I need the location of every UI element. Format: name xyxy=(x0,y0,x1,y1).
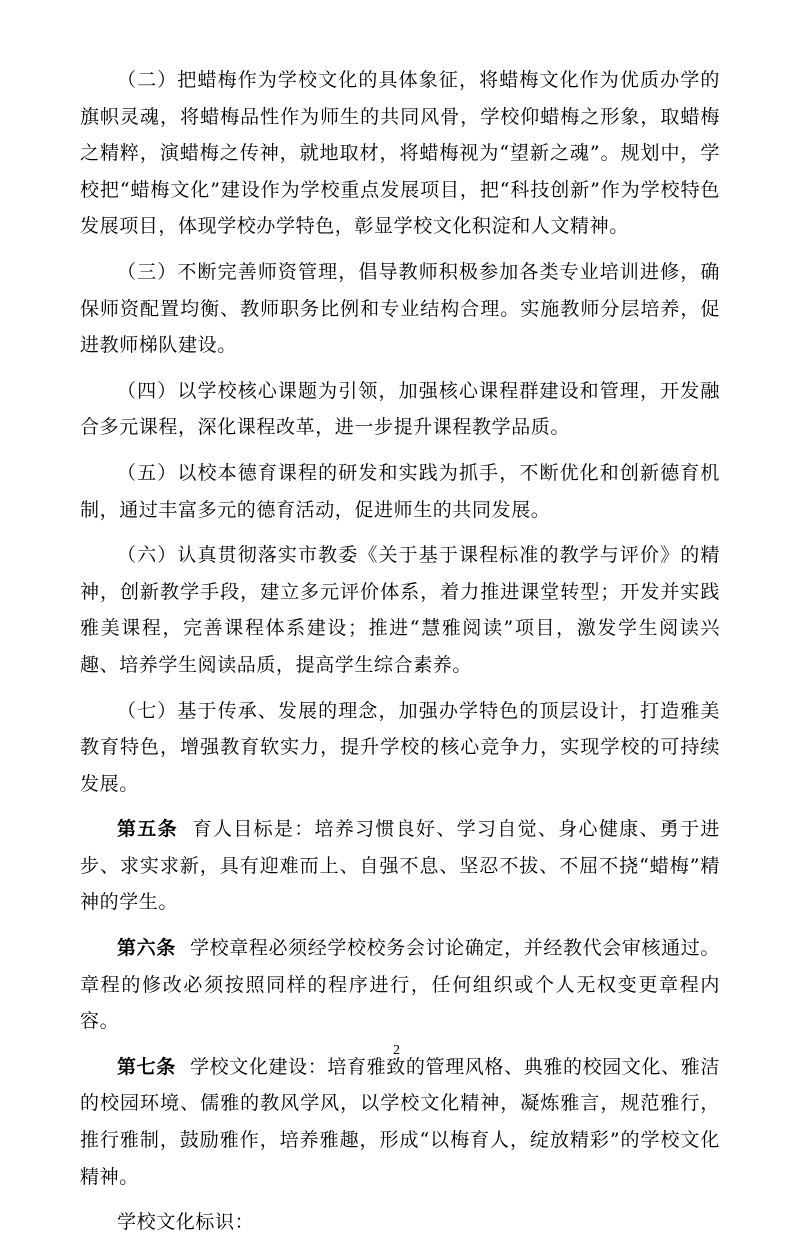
article-text: 学校章程必须经学校校务会讨论确定，并经教代会审核通过。章程的修改必须按照同样的程序进行，任何组织或个人无权变更章程内容。 xyxy=(80,937,720,1033)
paragraph-3 xyxy=(80,254,720,364)
paragraph-text: （五）以校本德育课程的研发和实践为抓手，不断优化和创新德育机制，通过丰富多元的德育活动，促进师生的共同发展。 xyxy=(80,461,720,521)
paragraph-text: （六）认真贯彻落实市教委《关于基于课程标准的教学与评价》的精神，创新教学手段，建立多元评价体系，着力推进课堂转型；开发并实践雅美课程，完善课程体系建设；推进“慧雅阅读”项目，激发学生阅读兴趣、培养学生阅读品质，提高学生综合素养。 xyxy=(80,544,720,676)
paragraph-text: （二）把蜡梅作为学校文化的具体象征，将蜡梅文化作为优质办学的旗帜灵魂，将蜡梅品性作为师生的共同风骨，学校仰蜡梅之形象，取蜡梅之精粹，演蜡梅之传神，就地取材，将蜡梅视为“望新之魂”。规划中，学校把“蜡梅文化”建设作为学校重点发展项目，把“科技创新”作为学校特色发展项目，体现学校办学特色，彰显学校文化积淀和人文精神。 xyxy=(80,69,720,238)
article-5 xyxy=(80,811,720,921)
article-6 xyxy=(80,930,720,1040)
article-7 xyxy=(80,1049,720,1195)
article-label: 第七条 xyxy=(117,1055,176,1078)
paragraph-4 xyxy=(80,373,720,446)
article-text: 学校文化建设：培育雅致的管理风格、典雅的校园文化、雅洁的校园环境、儒雅的教风学风，以学校文化精神，凝炼雅言，规范雅行，推行雅制，鼓励雅作，培养雅趣，形成“以梅育人，绽放精彩”的学校文化精神。 xyxy=(80,1055,720,1188)
paragraph-2 xyxy=(80,62,720,245)
article-text: 育人目标是：培养习惯良好、学习自觉、身心健康、勇于进步、求实求新，具有迎难而上、自强不息、坚忍不拔、不屈不挠“蜡梅”精神的学生。 xyxy=(80,818,720,914)
paragraph-6 xyxy=(80,537,720,683)
page-number: 2 xyxy=(393,1043,400,1058)
paragraph-text: （三）不断完善师资管理，倡导教师积极参加各类专业培训进修，确保师资配置均衡、教师职务比例和专业结构合理。实施教师分层培养，促进教师梯队建设。 xyxy=(80,260,720,357)
paragraph-5 xyxy=(80,455,720,528)
paragraph-7 xyxy=(80,693,720,803)
article-label: 第五条 xyxy=(117,818,178,841)
paragraph-text: （四）以学校核心课题为引领，加强核心课程群建设和管理，开发融合多元课程，深化课程改革，进一步提升课程教学品质。 xyxy=(80,379,720,439)
paragraph-text: 学校文化标识： xyxy=(117,1211,255,1234)
culture-logo-heading xyxy=(80,1204,720,1241)
document-body xyxy=(80,62,720,1250)
paragraph-text: （七）基于传承、发展的理念，加强办学特色的顶层设计，打造雅美教育特色，增强教育软实力，提升学校的核心竞争力，实现学校的可持续发展。 xyxy=(80,699,720,795)
article-label: 第六条 xyxy=(117,937,176,960)
